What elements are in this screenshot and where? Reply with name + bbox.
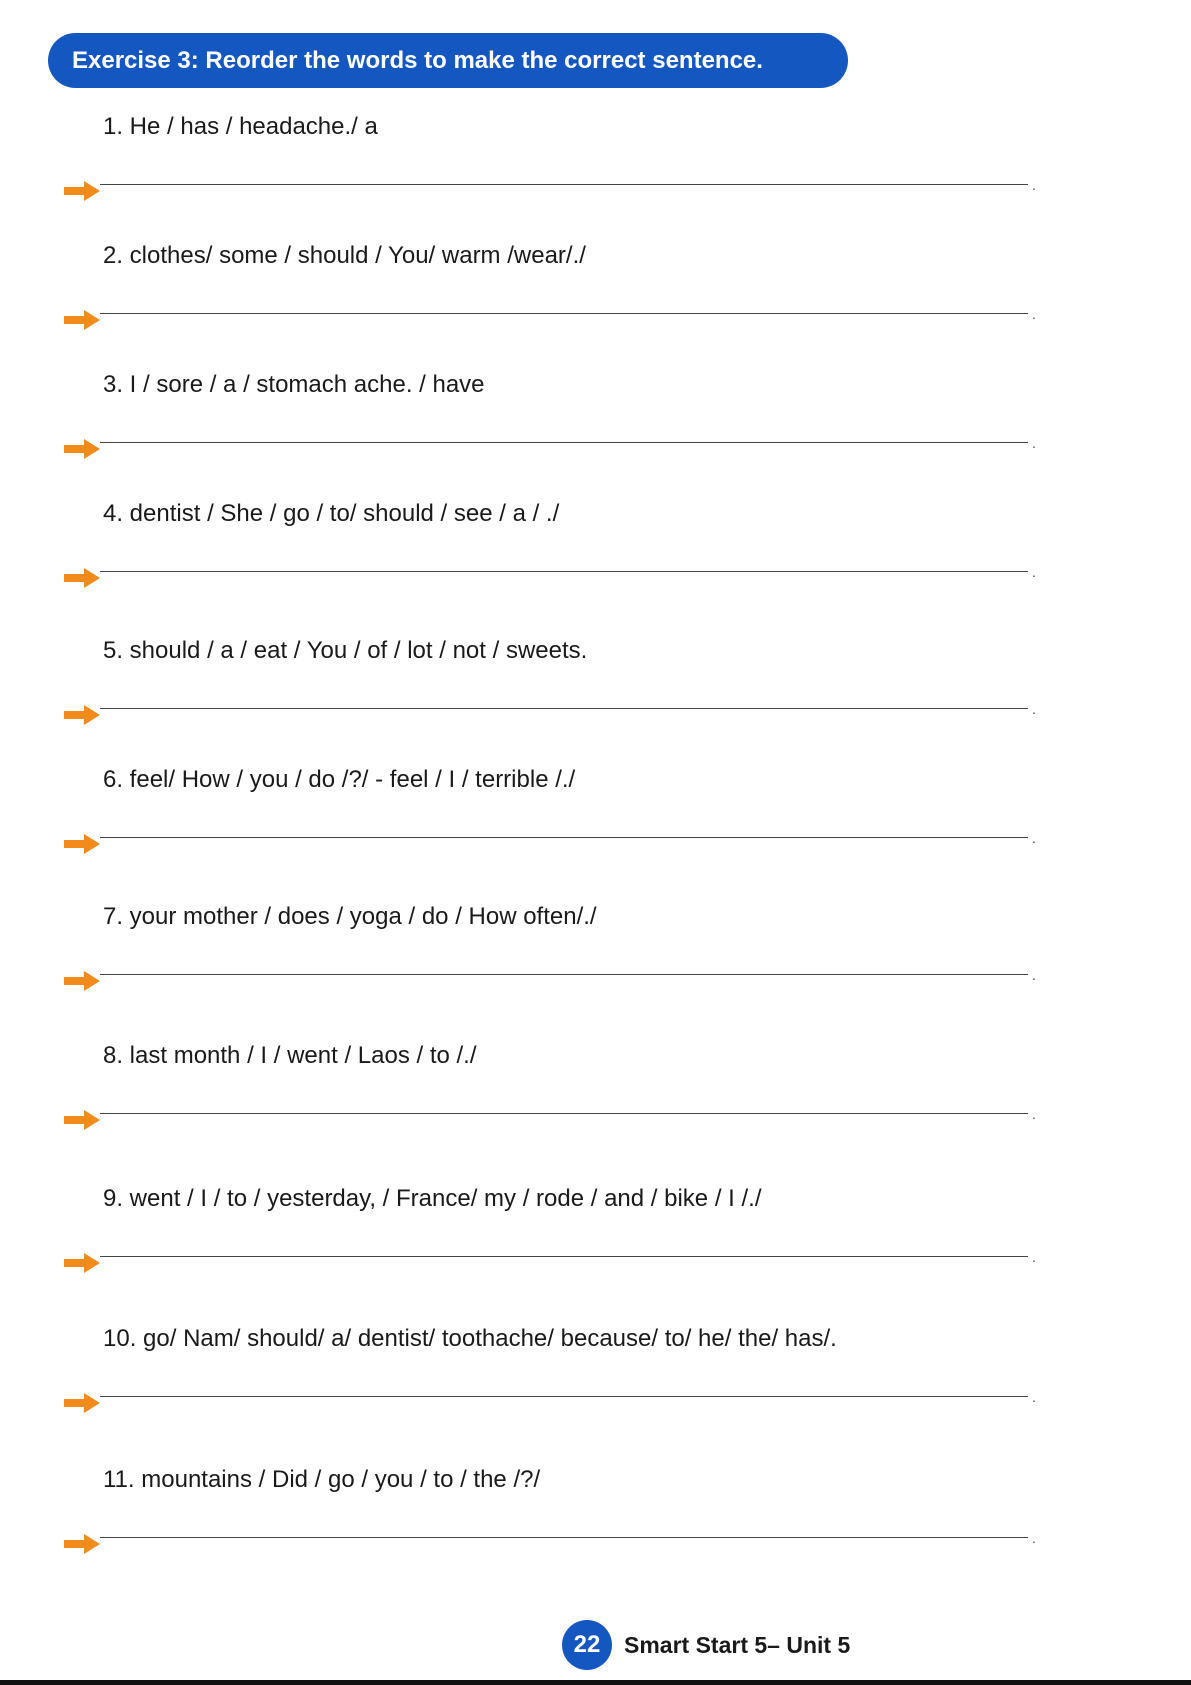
line-end-period: . <box>1032 1389 1036 1405</box>
item-prompt: 2. clothes/ some / should / You/ warm /wear/./ <box>103 242 586 269</box>
item-prompt: 8. last month / I / went / Laos / to /./ <box>103 1042 477 1069</box>
answer-line[interactable] <box>100 974 1028 975</box>
line-end-period: . <box>1032 435 1036 451</box>
line-end-period: . <box>1032 967 1036 983</box>
arrow-right-icon <box>64 309 100 331</box>
item-prompt: 3. I / sore / a / stomach ache. / have <box>103 371 485 398</box>
item-prompt: 6. feel/ How / you / do /?/ - feel / I / terrible /./ <box>103 766 576 793</box>
exercise-title: Exercise 3: Reorder the words to make the correct sentence. <box>48 33 848 88</box>
arrow-right-icon <box>64 180 100 202</box>
line-end-period: . <box>1032 1530 1036 1546</box>
page-bottom-rule <box>0 1680 1191 1685</box>
arrow-right-icon <box>64 1392 100 1414</box>
arrow-right-icon <box>64 438 100 460</box>
line-end-period: . <box>1032 564 1036 580</box>
arrow-right-icon <box>64 704 100 726</box>
answer-line[interactable] <box>100 708 1028 709</box>
answer-line[interactable] <box>100 442 1028 443</box>
answer-line[interactable] <box>100 1396 1028 1397</box>
item-prompt: 9. went / I / to / yesterday, / France/ my / rode / and / bike / I /./ <box>103 1185 762 1212</box>
line-end-period: . <box>1032 1106 1036 1122</box>
answer-line[interactable] <box>100 837 1028 838</box>
arrow-right-icon <box>64 970 100 992</box>
page-footer <box>562 1623 850 1667</box>
item-prompt: 1. He / has / headache./ a <box>103 113 378 140</box>
line-end-period: . <box>1032 306 1036 322</box>
footer-unit-label: Smart Start 5– Unit 5 <box>624 1631 851 1658</box>
answer-line[interactable] <box>100 1256 1028 1257</box>
line-end-period: . <box>1032 1249 1036 1265</box>
item-prompt: 11. mountains / Did / go / you / to / the /?/ <box>103 1466 541 1493</box>
item-prompt: 10. go/ Nam/ should/ a/ dentist/ toothache/ because/ to/ he/ the/ has/. <box>103 1325 837 1352</box>
answer-line[interactable] <box>100 184 1028 185</box>
arrow-right-icon <box>64 833 100 855</box>
answer-line[interactable] <box>100 571 1028 572</box>
item-prompt: 4. dentist / She / go / to/ should / see / a / ./ <box>103 500 560 527</box>
answer-line[interactable] <box>100 1113 1028 1114</box>
arrow-right-icon <box>64 1109 100 1131</box>
line-end-period: . <box>1032 701 1036 717</box>
item-prompt: 7. your mother / does / yoga / do / How often/./ <box>103 903 597 930</box>
arrow-right-icon <box>64 1533 100 1555</box>
line-end-period: . <box>1032 177 1036 193</box>
answer-line[interactable] <box>100 313 1028 314</box>
arrow-right-icon <box>64 567 100 589</box>
page-number-badge: 22 <box>562 1620 612 1670</box>
item-prompt: 5. should / a / eat / You / of / lot / not / sweets. <box>103 637 588 664</box>
arrow-right-icon <box>64 1252 100 1274</box>
line-end-period: . <box>1032 830 1036 846</box>
answer-line[interactable] <box>100 1537 1028 1538</box>
